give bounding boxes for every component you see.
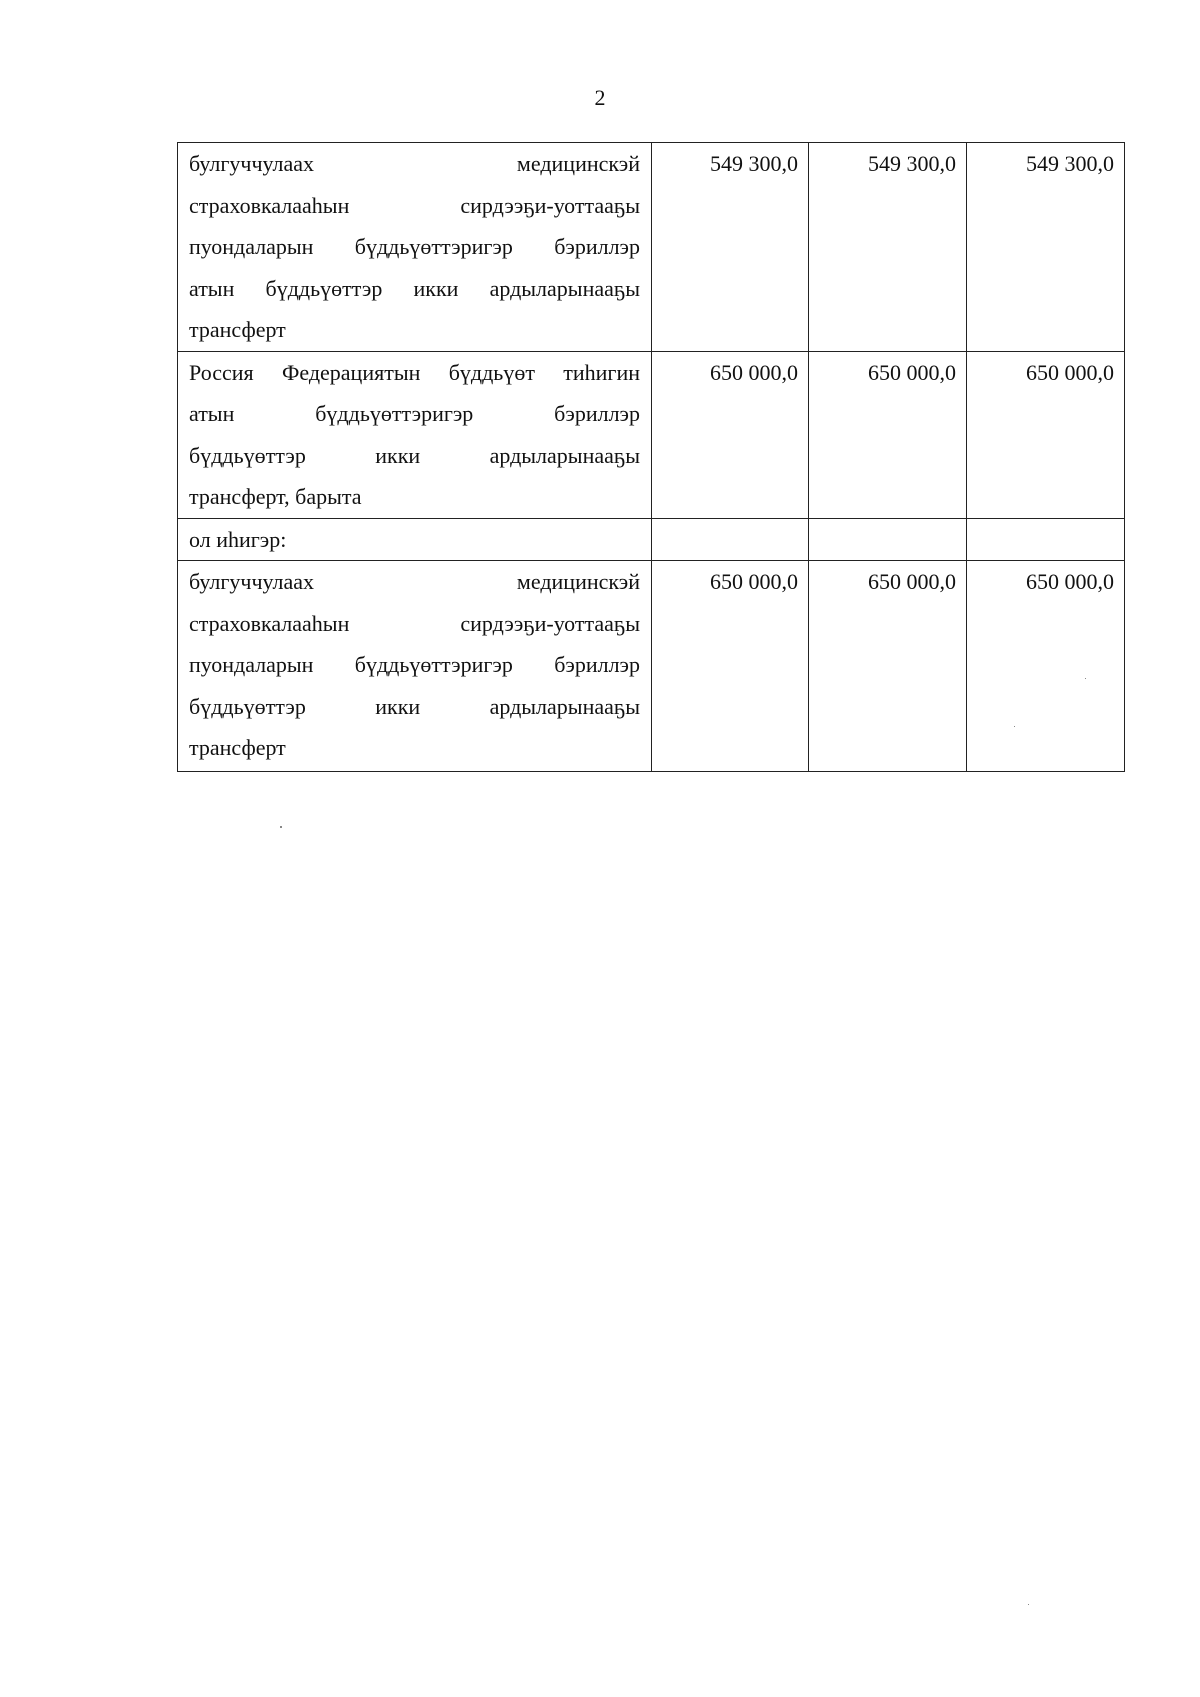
value-cell: 650 000,0: [967, 351, 1125, 518]
value-cell: 650 000,0: [809, 561, 967, 772]
row-description: [178, 561, 652, 772]
table-row: [178, 143, 1125, 352]
description-line: атын бүддьүөттэр икки ардыларынааҕы: [189, 275, 640, 301]
value-cell: [809, 518, 967, 561]
description-line: трансферт: [189, 317, 286, 342]
scan-speck: [1028, 1604, 1029, 1605]
row-description: [178, 351, 652, 518]
value-cell: [652, 518, 809, 561]
description-line: страховкалааһын сирдээҕи-уоттааҕы: [189, 610, 640, 636]
description-line: атын бүддьүөттэригэр бэриллэр: [189, 401, 640, 426]
page-number: 2: [594, 85, 606, 110]
description-line: трансферт: [189, 735, 286, 760]
scan-speck: [1014, 726, 1015, 727]
row-description: [178, 143, 652, 352]
value-cell: 549 300,0: [809, 143, 967, 352]
value-cell: 650 000,0: [652, 351, 809, 518]
table-row: [178, 518, 1125, 561]
value-cell: 650 000,0: [967, 561, 1125, 772]
description-line: ол иһигэр:: [189, 526, 287, 552]
description-line: страховкалааһын сирдээҕи-уоттааҕы: [189, 192, 640, 218]
scan-speck: [1085, 678, 1086, 679]
value-cell: 650 000,0: [652, 561, 809, 772]
description-line: бүддьүөттэр икки ардыларынааҕы: [189, 442, 640, 468]
value-cell: [967, 518, 1125, 561]
value-cell: 549 300,0: [967, 143, 1125, 352]
budget-transfer-table: [177, 142, 1125, 772]
row-description: [178, 518, 652, 561]
description-line: трансферт, барыта: [189, 484, 362, 509]
table-row: [178, 351, 1125, 518]
description-line: пуондаларын бүддьүөттэригэр бэриллэр: [189, 234, 640, 259]
scan-speck: [280, 826, 282, 828]
description-line: Россия Федерациятын бүддьүөт тиһигин: [189, 359, 640, 385]
description-line: пуондаларын бүддьүөттэригэр бэриллэр: [189, 652, 640, 677]
value-cell: 650 000,0: [809, 351, 967, 518]
table-row: [178, 561, 1125, 772]
value-cell: 549 300,0: [652, 143, 809, 352]
description-line: булгуччулаах медицинскэй: [189, 151, 640, 176]
description-line: бүддьүөттэр икки ардыларынааҕы: [189, 693, 640, 719]
description-line: булгуччулаах медицинскэй: [189, 569, 640, 594]
